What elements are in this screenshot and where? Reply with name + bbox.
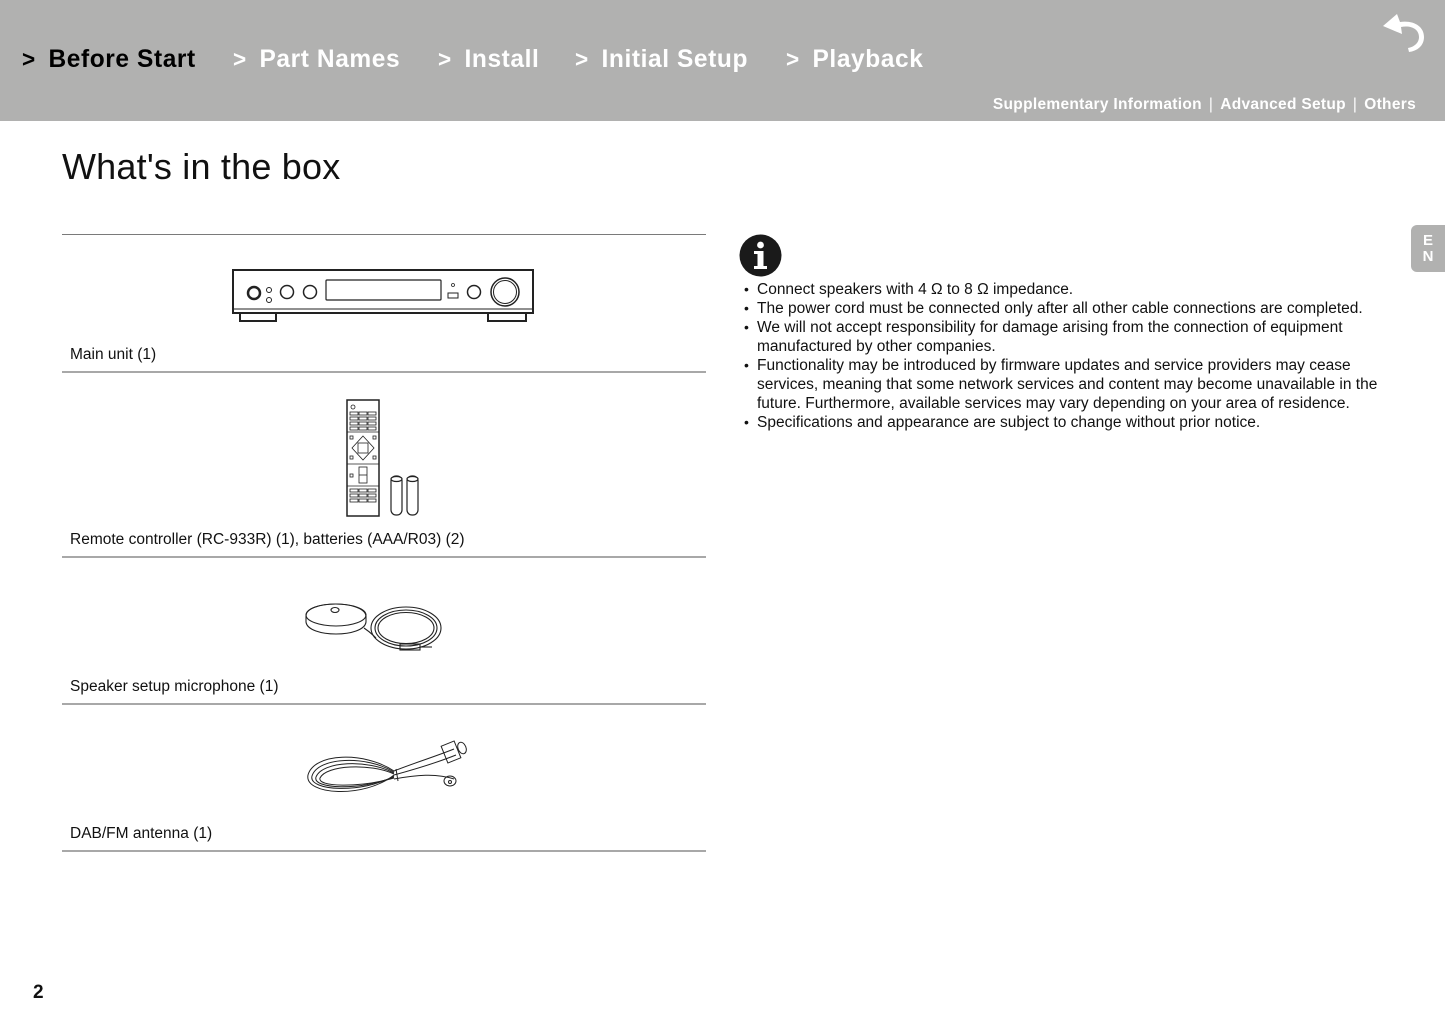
language-letter: N bbox=[1422, 247, 1434, 265]
remote-and-batteries-illustration bbox=[345, 398, 425, 518]
back-arrow-icon[interactable] bbox=[1380, 14, 1428, 54]
notes-section bbox=[739, 234, 1389, 432]
item-caption: Speaker setup microphone (1) bbox=[70, 678, 279, 695]
link-others[interactable]: Others bbox=[1364, 96, 1416, 113]
page-number: 2 bbox=[33, 982, 44, 1003]
separator: | bbox=[1208, 96, 1214, 113]
separator: | bbox=[1352, 96, 1358, 113]
nav-arrow-icon: > bbox=[786, 45, 800, 72]
main-unit-illustration bbox=[232, 268, 536, 326]
note-item: • Connect speakers with 4 Ω to 8 Ω impedance. bbox=[739, 280, 1389, 299]
item-caption: Main unit (1) bbox=[70, 346, 157, 363]
nav-before-start[interactable] bbox=[22, 45, 196, 74]
nav-initial-setup[interactable] bbox=[575, 45, 748, 74]
page-title: What's in the box bbox=[62, 146, 341, 187]
nav-arrow-icon: > bbox=[22, 45, 36, 72]
notes-list bbox=[739, 280, 1389, 432]
note-item: • The power cord must be connected only after all other cable connections are completed. bbox=[739, 299, 1389, 318]
antenna-illustration bbox=[304, 739, 469, 805]
language-tab bbox=[1411, 225, 1445, 272]
nav-arrow-icon: > bbox=[233, 45, 248, 72]
nav-label: Part Names bbox=[259, 44, 401, 73]
language-letter: E bbox=[1422, 231, 1433, 249]
sub-nav bbox=[993, 96, 1416, 114]
note-item: • Specifications and appearance are subject to change without prior notice. bbox=[739, 413, 1389, 432]
item-caption: DAB/FM antenna (1) bbox=[70, 825, 213, 842]
nav-playback[interactable] bbox=[786, 45, 923, 74]
note-item: • Functionality may be introduced by firmware updates and service providers may cease services, meaning that some network services and content may become unavailable in the future. Furthermore, available services may vary depending on your area of residence. bbox=[739, 356, 1389, 413]
nav-label: Install bbox=[464, 44, 540, 73]
nav-arrow-icon: > bbox=[575, 45, 590, 72]
note-item: • We will not accept responsibility for damage arising from the connection of equipment manufactured by other companies. bbox=[739, 318, 1389, 356]
list-item bbox=[62, 235, 706, 373]
nav-label: Playback bbox=[812, 44, 924, 73]
nav-label: Before Start bbox=[48, 44, 196, 73]
nav-part-names[interactable] bbox=[233, 45, 400, 74]
box-contents-list bbox=[62, 234, 706, 852]
info-icon bbox=[739, 234, 782, 277]
list-item bbox=[62, 705, 706, 852]
nav-label: Initial Setup bbox=[601, 44, 749, 73]
item-caption: Remote controller (RC-933R) (1), batteries (AAA/R03) (2) bbox=[70, 531, 465, 548]
microphone-illustration bbox=[304, 594, 444, 658]
link-supplementary-information[interactable]: Supplementary Information bbox=[992, 96, 1202, 113]
link-advanced-setup[interactable]: Advanced Setup bbox=[1220, 96, 1346, 113]
list-item bbox=[62, 558, 706, 705]
list-item bbox=[62, 373, 706, 558]
section-nav bbox=[22, 42, 960, 76]
nav-arrow-icon: > bbox=[437, 45, 452, 72]
header-bar bbox=[0, 0, 1445, 121]
nav-install[interactable] bbox=[438, 45, 539, 74]
